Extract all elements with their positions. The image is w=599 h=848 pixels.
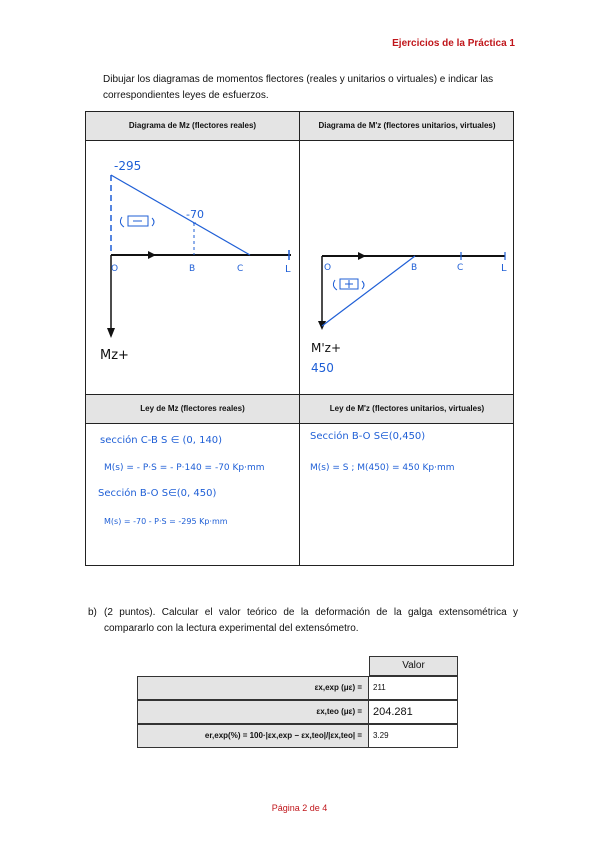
axis-label-mz-virtual: M'z+	[311, 341, 342, 355]
law-left-line-3: Sección B-O S∈(0, 450)	[98, 488, 217, 499]
axis-label-mz: Mz+	[100, 348, 129, 363]
law-right-line-1: Sección B-O S∈(0,450)	[310, 431, 426, 442]
law-left-line-1: sección C-B S ∈ (0, 140)	[100, 435, 223, 446]
table-row	[137, 676, 458, 700]
point-l: L	[285, 264, 291, 275]
diagram-table	[85, 111, 514, 566]
row-value[interactable]: 204.281	[369, 700, 458, 724]
question-b-text: (2 puntos). Calcular el valor teórico de la deformación de la galga extensométrica y compararlo con la lectura experimental del extensómetro.	[104, 607, 518, 634]
real-moment-diagram	[86, 140, 299, 394]
page-footer: Página 2 de 4	[271, 803, 328, 813]
point-l: L	[501, 263, 507, 274]
moment-sign-icon	[333, 279, 364, 290]
row-label: er,exp(%) = 100·|εx,exp − εx,teo|/|εx,teo| =	[137, 724, 369, 748]
page-header-title: Ejercicios de la Práctica 1	[392, 38, 515, 49]
head-real-law: Ley de Mz (flectores reales)	[140, 404, 245, 413]
value-bottom: 450	[311, 361, 334, 375]
point-b: B	[411, 263, 418, 273]
row-label: εx,teo (με) =	[137, 700, 369, 724]
row-label: εx,exp (με) =	[137, 676, 369, 700]
law-left-line-4: M(s) = -70 - P·S = -295 Kp·mm	[104, 517, 228, 526]
value-top: -295	[114, 159, 142, 173]
moment-sign-icon	[120, 216, 154, 227]
row-value[interactable]: 3.29	[369, 724, 458, 748]
row-value[interactable]: 211	[369, 676, 458, 700]
point-o: O	[111, 264, 119, 274]
table-row	[137, 724, 458, 748]
valor-header: Valor	[369, 656, 458, 676]
point-c: C	[457, 263, 464, 273]
law-left-line-2: M(s) = - P·S = - P·140 = -70 Kp·mm	[104, 463, 265, 473]
question-b-letter: b)	[88, 607, 97, 618]
exercise-intro: Dibujar los diagramas de momentos flectores (reales y unitarios o virtuales) e indicar las correspondientes leyes de esfuerzos.	[103, 74, 494, 101]
table-row	[137, 700, 458, 724]
point-c: C	[237, 264, 244, 274]
law-right-line-2: M(s) = S ; M(450) = 450 Kp·mm	[310, 463, 455, 473]
head-virtual-law: Ley de M'z (flectores unitarios, virtuales)	[329, 404, 485, 413]
head-real-moments: Diagrama de Mz (flectores reales)	[128, 121, 257, 130]
point-o: O	[324, 263, 332, 273]
real-moment-law	[86, 424, 299, 567]
virtual-moment-law	[300, 424, 514, 567]
point-b: B	[189, 264, 196, 274]
virtual-moment-diagram	[300, 140, 514, 394]
head-virtual-moments: Diagrama de M'z (flectores unitarios, virtuales)	[318, 121, 496, 130]
value-mid: -70	[186, 208, 204, 221]
